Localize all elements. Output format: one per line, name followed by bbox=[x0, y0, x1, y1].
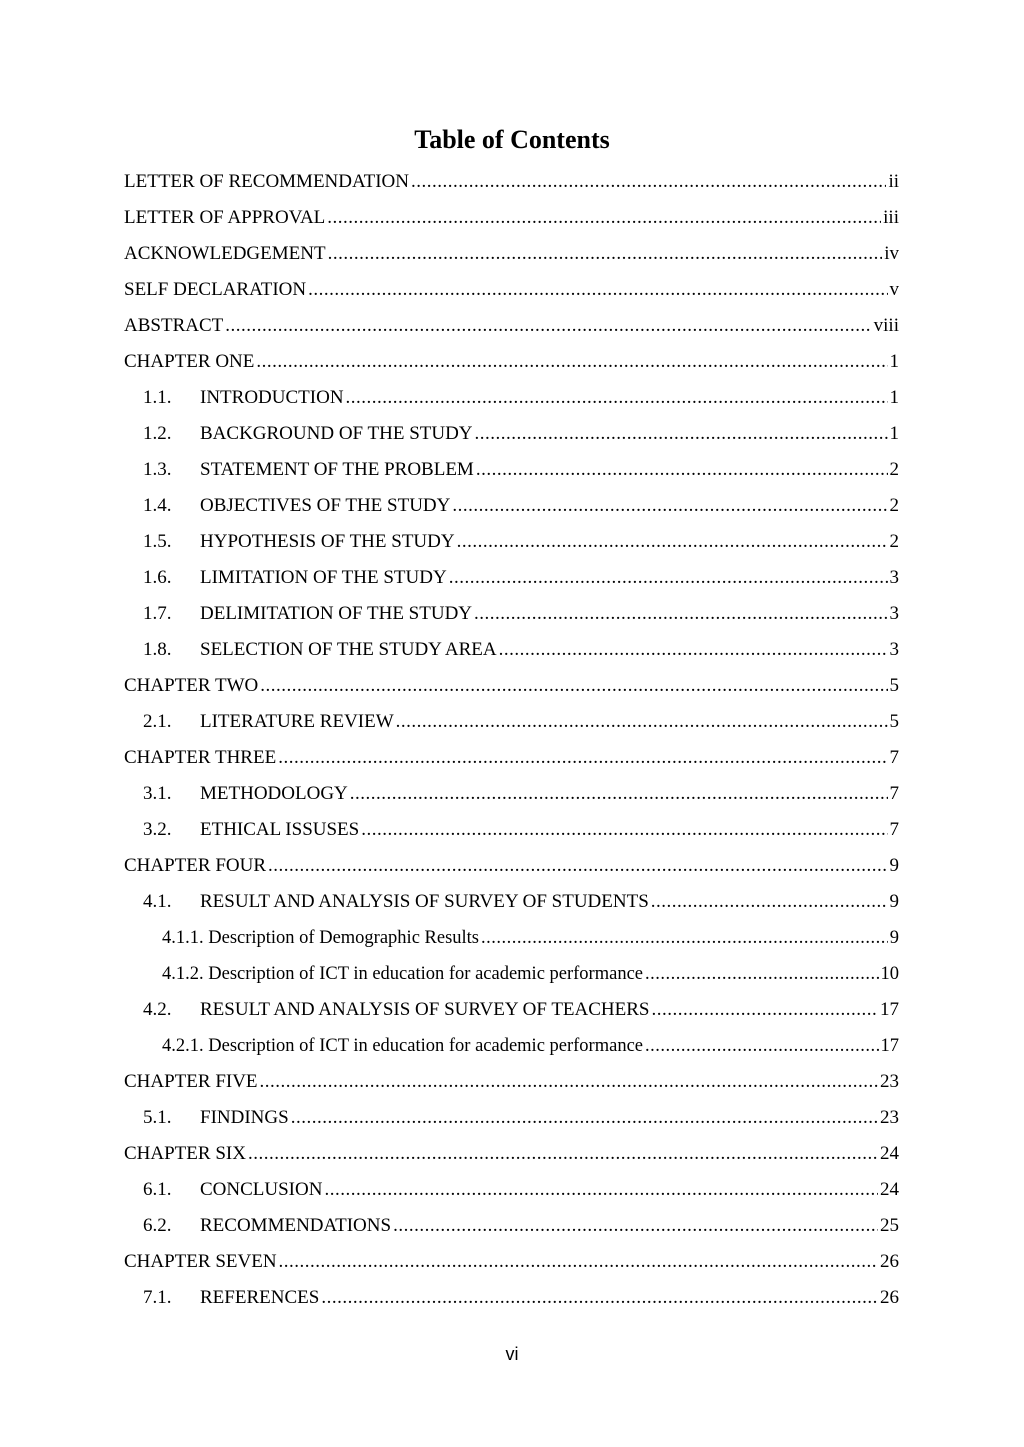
toc-entry-page: 5 bbox=[889, 711, 899, 732]
toc-entry[interactable] bbox=[124, 920, 899, 956]
toc-entry-page: 9 bbox=[889, 855, 899, 876]
toc-entry-number: 2.1. bbox=[143, 711, 172, 732]
toc-dot-leader bbox=[475, 416, 888, 452]
toc-dot-leader bbox=[393, 1208, 878, 1244]
toc-entry-label: CHAPTER SIX bbox=[124, 1143, 246, 1164]
toc-entry[interactable] bbox=[124, 596, 899, 632]
toc-entry-label: ACKNOWLEDGEMENT bbox=[124, 243, 326, 264]
toc-entry[interactable] bbox=[124, 524, 899, 560]
toc-entry-page: 2 bbox=[889, 459, 899, 480]
toc-entry[interactable] bbox=[124, 308, 899, 344]
toc-entry-page: 3 bbox=[889, 603, 899, 624]
toc-entry[interactable] bbox=[124, 1100, 899, 1136]
toc-entry-number: 6.2. bbox=[143, 1215, 172, 1236]
toc-entry-page: 17 bbox=[880, 999, 899, 1020]
toc-dot-leader bbox=[452, 488, 887, 524]
page-number: vi bbox=[505, 1344, 519, 1364]
toc-entry[interactable] bbox=[124, 164, 899, 200]
toc-entry-number: 7.1. bbox=[143, 1287, 172, 1308]
toc-entry-number: 1.8. bbox=[143, 639, 172, 660]
toc-entry-label: CHAPTER ONE bbox=[124, 351, 255, 372]
toc-entry-label: REFERENCES bbox=[200, 1287, 320, 1308]
toc-entry[interactable] bbox=[124, 380, 899, 416]
toc-dot-leader bbox=[346, 380, 888, 416]
toc-entry-page: 5 bbox=[889, 675, 899, 696]
toc-entry-page: 24 bbox=[880, 1179, 899, 1200]
toc-entry-label: CHAPTER FOUR bbox=[124, 855, 266, 876]
toc-entry-label: OBJECTIVES OF THE STUDY bbox=[200, 495, 451, 516]
toc-entry-page: 2 bbox=[889, 495, 899, 516]
toc-entry-label: RESULT AND ANALYSIS OF SURVEY OF STUDENTS bbox=[200, 891, 649, 912]
toc-dot-leader bbox=[324, 1172, 878, 1208]
toc-entry-page: 23 bbox=[880, 1071, 899, 1092]
toc-entry-number: 3.1. bbox=[143, 783, 172, 804]
toc-dot-leader bbox=[268, 848, 888, 884]
toc-dot-leader bbox=[350, 776, 888, 812]
toc-entry-number: 1.5. bbox=[143, 531, 172, 552]
toc-entry-page: 10 bbox=[880, 964, 899, 984]
toc-entry[interactable] bbox=[124, 416, 899, 452]
toc-entry-number: 1.1. bbox=[143, 387, 172, 408]
toc-entry-page: 3 bbox=[889, 639, 899, 660]
toc-entry-page: 25 bbox=[880, 1215, 899, 1236]
toc-entry[interactable] bbox=[124, 740, 899, 776]
toc-entry[interactable] bbox=[124, 560, 899, 596]
toc-entry-number: 1.6. bbox=[143, 567, 172, 588]
toc-entry-label: CONCLUSION bbox=[200, 1179, 323, 1200]
toc-entry[interactable] bbox=[124, 812, 899, 848]
toc-entry-label: DELIMITATION OF THE STUDY bbox=[200, 603, 473, 624]
toc-entry-label: LIMITATION OF THE STUDY bbox=[200, 567, 447, 588]
toc-dot-leader bbox=[327, 200, 881, 236]
toc-entry-label: RESULT AND ANALYSIS OF SURVEY OF TEACHERS bbox=[200, 999, 650, 1020]
toc-entry-label: LITERATURE REVIEW bbox=[200, 711, 394, 732]
toc-entry[interactable] bbox=[124, 668, 899, 704]
toc-entry-page: 9 bbox=[889, 928, 899, 948]
toc-entry-page: v bbox=[889, 279, 899, 300]
toc-dot-leader bbox=[308, 272, 887, 308]
toc-dot-leader bbox=[278, 740, 887, 776]
toc-entry-label: SELECTION OF THE STUDY AREA bbox=[200, 639, 497, 660]
toc-entry[interactable] bbox=[124, 848, 899, 884]
toc-dot-leader bbox=[652, 992, 879, 1028]
toc-entry[interactable] bbox=[124, 776, 899, 812]
toc-entry[interactable] bbox=[124, 236, 899, 272]
toc-entry-label: ABSTRACT bbox=[124, 315, 224, 336]
toc-entry[interactable] bbox=[124, 1280, 899, 1316]
toc-entry[interactable] bbox=[124, 704, 899, 740]
toc-entry-label: CHAPTER FIVE bbox=[124, 1071, 258, 1092]
toc-entry-page: 3 bbox=[889, 567, 899, 588]
toc-dot-leader bbox=[361, 812, 887, 848]
table-of-contents bbox=[124, 164, 899, 1316]
toc-entry-label: FINDINGS bbox=[200, 1107, 289, 1128]
toc-entry[interactable] bbox=[124, 1208, 899, 1244]
toc-dot-leader bbox=[449, 560, 888, 596]
toc-entry-number: 1.4. bbox=[143, 495, 172, 516]
toc-entry-number: 4.2. bbox=[143, 999, 172, 1020]
toc-dot-leader bbox=[481, 920, 888, 956]
toc-entry-number: 1.7. bbox=[143, 603, 172, 624]
toc-entry-label: STATEMENT OF THE PROBLEM bbox=[200, 459, 474, 480]
toc-entry[interactable] bbox=[124, 992, 899, 1028]
toc-entry-number: 5.1. bbox=[143, 1107, 172, 1128]
toc-entry-label: ETHICAL ISSUSES bbox=[200, 819, 360, 840]
toc-entry[interactable] bbox=[124, 272, 899, 308]
toc-entry-label: BACKGROUND OF THE STUDY bbox=[200, 423, 473, 444]
toc-entry-page: 7 bbox=[889, 819, 899, 840]
toc-entry-page: 1 bbox=[889, 351, 899, 372]
toc-entry[interactable] bbox=[124, 1064, 899, 1100]
toc-entry-page: ii bbox=[888, 171, 899, 192]
toc-entry-number: 1.3. bbox=[143, 459, 172, 480]
toc-entry[interactable] bbox=[124, 452, 899, 488]
toc-entry[interactable] bbox=[124, 344, 899, 380]
toc-entry[interactable] bbox=[124, 1244, 899, 1280]
toc-entry-label: 4.1.1. Description of Demographic Results bbox=[162, 928, 480, 948]
toc-dot-leader bbox=[321, 1280, 878, 1316]
toc-entry-page: 24 bbox=[880, 1143, 899, 1164]
toc-dot-leader bbox=[260, 1064, 878, 1100]
toc-entry[interactable] bbox=[124, 1028, 899, 1064]
toc-entry-number: 4.1. bbox=[143, 891, 172, 912]
toc-entry-label: LETTER OF APPROVAL bbox=[124, 207, 326, 228]
toc-entry-label: HYPOTHESIS OF THE STUDY bbox=[200, 531, 455, 552]
toc-entry-page: 7 bbox=[889, 747, 899, 768]
toc-entry[interactable] bbox=[124, 200, 899, 236]
toc-entry-label: RECOMMENDATIONS bbox=[200, 1215, 392, 1236]
toc-entry-number: 6.1. bbox=[143, 1179, 172, 1200]
toc-dot-leader bbox=[499, 632, 888, 668]
toc-dot-leader bbox=[651, 884, 888, 920]
toc-entry-page: 23 bbox=[880, 1107, 899, 1128]
toc-dot-leader bbox=[279, 1244, 878, 1280]
toc-dot-leader bbox=[474, 596, 887, 632]
toc-entry[interactable] bbox=[124, 488, 899, 524]
toc-entry-label: CHAPTER THREE bbox=[124, 747, 277, 768]
toc-dot-leader bbox=[225, 308, 871, 344]
toc-entry[interactable] bbox=[124, 1172, 899, 1208]
toc-dot-leader bbox=[328, 236, 883, 272]
toc-entry-label: CHAPTER SEVEN bbox=[124, 1251, 277, 1272]
toc-entry[interactable] bbox=[124, 956, 899, 992]
toc-entry-label: METHODOLOGY bbox=[200, 783, 348, 804]
page-title: Table of Contents bbox=[414, 125, 610, 154]
toc-entry-label: SELF DECLARATION bbox=[124, 279, 307, 300]
toc-entry[interactable] bbox=[124, 884, 899, 920]
toc-entry-label: LETTER OF RECOMMENDATION bbox=[124, 171, 409, 192]
toc-dot-leader bbox=[248, 1136, 878, 1172]
toc-entry-page: iii bbox=[883, 207, 899, 228]
toc-entry-label: 4.2.1. Description of ICT in education for academic performance bbox=[162, 1036, 643, 1056]
toc-dot-leader bbox=[256, 344, 887, 380]
toc-dot-leader bbox=[645, 956, 879, 992]
toc-entry-page: viii bbox=[873, 315, 899, 336]
toc-dot-leader bbox=[457, 524, 888, 560]
toc-entry-page: 9 bbox=[889, 891, 899, 912]
toc-entry-page: iv bbox=[884, 243, 899, 264]
toc-entry-number: 1.2. bbox=[143, 423, 172, 444]
toc-entry-label: INTRODUCTION bbox=[200, 387, 344, 408]
toc-entry-page: 2 bbox=[889, 531, 899, 552]
toc-entry-label: CHAPTER TWO bbox=[124, 675, 259, 696]
toc-entry-page: 7 bbox=[889, 783, 899, 804]
toc-entry-page: 1 bbox=[889, 423, 899, 444]
toc-dot-leader bbox=[645, 1028, 879, 1064]
toc-entry-number: 3.2. bbox=[143, 819, 172, 840]
toc-dot-leader bbox=[476, 452, 888, 488]
toc-entry-page: 17 bbox=[880, 1036, 899, 1056]
toc-entry-page: 26 bbox=[880, 1287, 899, 1308]
toc-dot-leader bbox=[291, 1100, 878, 1136]
toc-entry[interactable] bbox=[124, 632, 899, 668]
toc-entry-label: 4.1.2. Description of ICT in education for academic performance bbox=[162, 964, 643, 984]
toc-entry-page: 26 bbox=[880, 1251, 899, 1272]
toc-dot-leader bbox=[260, 668, 887, 704]
toc-dot-leader bbox=[411, 164, 886, 200]
toc-dot-leader bbox=[396, 704, 888, 740]
toc-entry[interactable] bbox=[124, 1136, 899, 1172]
toc-entry-page: 1 bbox=[889, 387, 899, 408]
